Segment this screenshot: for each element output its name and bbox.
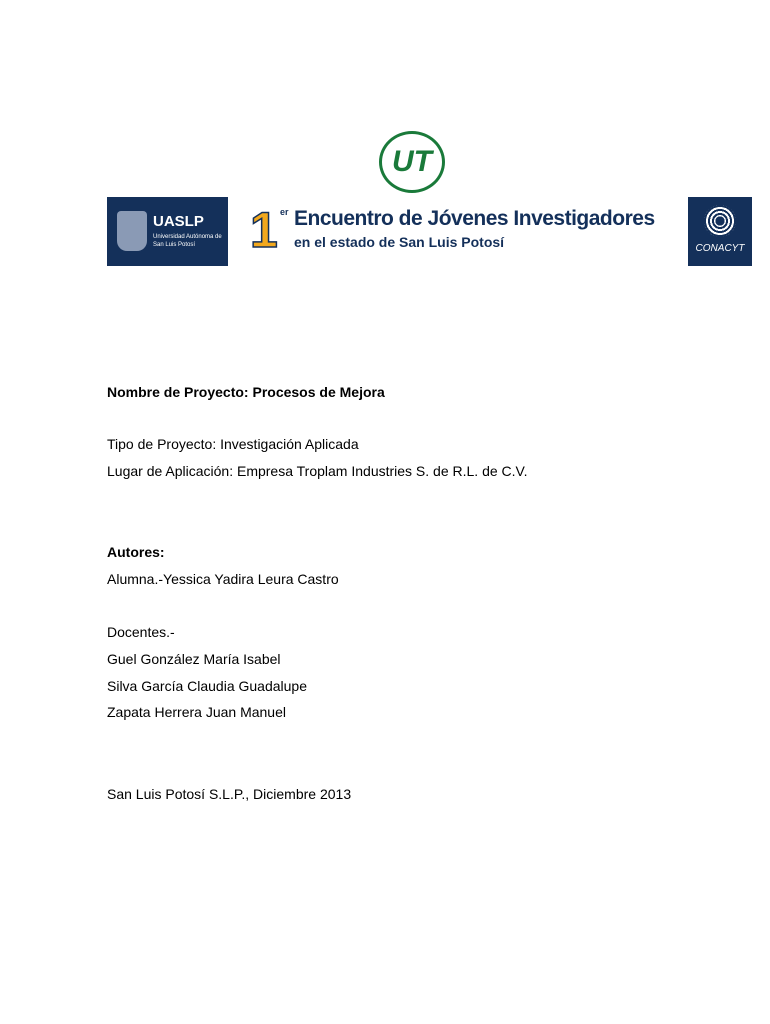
event-title: Encuentro de Jóvenes Investigadores (294, 207, 655, 230)
conacyt-emblem-icon (704, 205, 736, 237)
teacher-3: Zapata Herrera Juan Manuel (107, 704, 286, 720)
ut-logo-text: UT (392, 145, 432, 178)
place-date: San Luis Potosí S.L.P., Diciembre 2013 (107, 786, 352, 802)
teachers-heading: Docentes.- (107, 624, 175, 640)
uaslp-name: UASLP (153, 213, 204, 230)
student-author: Alumna.-Yessica Yadira Leura Castro (107, 571, 339, 587)
uaslp-crest-icon (117, 211, 147, 251)
event-ordinal: 1 (250, 202, 278, 258)
project-name: Nombre de Proyecto: Procesos de Mejora (107, 384, 385, 400)
uaslp-subtitle: Universidad Autónoma de San Luis Potosí (153, 234, 222, 248)
project-place: Lugar de Aplicación: Empresa Troplam Industries S. de R.L. de C.V. (107, 463, 528, 479)
event-subtitle: en el estado de San Luis Potosí (294, 234, 505, 250)
conacyt-logo (688, 197, 752, 266)
event-ordinal-suffix: er (280, 207, 289, 217)
conacyt-label: CONACYT (695, 243, 745, 254)
ut-logo (379, 131, 445, 193)
teacher-1: Guel González María Isabel (107, 651, 281, 667)
uaslp-logo (107, 197, 228, 266)
teacher-2: Silva García Claudia Guadalupe (107, 678, 308, 694)
project-type: Tipo de Proyecto: Investigación Aplicada (107, 436, 359, 452)
authors-heading: Autores: (107, 544, 165, 560)
event-logo (250, 203, 680, 263)
